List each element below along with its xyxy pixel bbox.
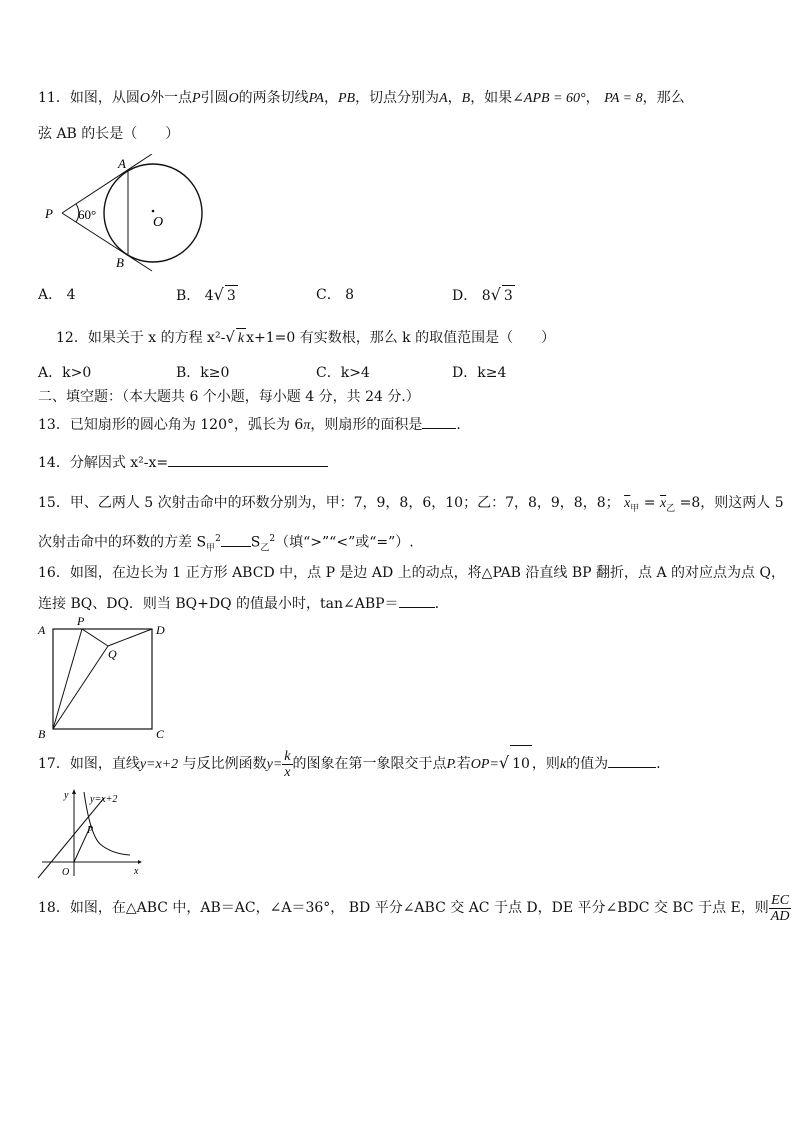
label-p: P — [87, 825, 94, 836]
label-o: O — [153, 215, 164, 230]
segment-pq — [82, 629, 108, 646]
q12-option-d: D．k≥4 — [452, 365, 507, 381]
q17-answer-blank[interactable] — [608, 753, 656, 768]
label-a: A — [38, 623, 46, 637]
q17-question: 17．如图，直线y=x+2 与反比例函数y= $\frac{k}{x}$ 的图象在第一象限交于点P.若OP=√ 10 ，则k的值为 . — [38, 745, 661, 783]
section-2-heading: 二、填空题：（本大题共 6 个小题，每小题 4 分，共 24 分.） — [38, 389, 420, 405]
label-p: P — [77, 614, 85, 628]
q13-answer-blank[interactable] — [422, 414, 456, 429]
q11-line1: 11．如图，从圆O外一点P引圆O的两条切线PA，PB，切点分别为A，B，如果∠APB = 60°， PA = 8，那么 — [38, 90, 685, 106]
q15-answer-blank[interactable] — [221, 532, 251, 547]
q16-figure — [36, 614, 176, 740]
label-line: y=x+2 — [90, 794, 118, 805]
segment-dq — [108, 629, 152, 646]
q12-option-c: C．k>4 — [316, 365, 370, 381]
label-a: A — [118, 156, 126, 171]
q16-line2: 连接 BQ、DQ．则当 BQ+DQ 的值最小时，tan∠ABP＝ . — [38, 593, 439, 614]
q16-answer-blank[interactable] — [399, 593, 435, 608]
circle-o — [104, 164, 202, 262]
q15-line2: 次射击命中的环数的方差 $S_甲^2$ $S_乙^2$（填“>”“<”或“=”）. — [38, 529, 414, 558]
label-b: B — [38, 727, 46, 740]
label-60: 60° — [78, 207, 97, 222]
label-c: C — [156, 727, 165, 740]
q14-question: 14．分解因式 x²-x= — [38, 452, 328, 473]
q17-figure — [34, 784, 148, 880]
q11-option-a: A． 4 — [38, 287, 76, 303]
q13-question: 13．已知扇形的圆心角为 120°，弧长为 6π，则扇形的面积是 . — [38, 414, 461, 436]
q18-fraction: $\frac{EC}{AD}$ — [770, 892, 790, 924]
segment-bq — [53, 646, 108, 729]
label-q: Q — [108, 647, 117, 661]
q14-answer-blank[interactable] — [168, 452, 328, 467]
label-x: x — [134, 866, 139, 877]
q12-option-a: A．k>0 — [38, 365, 92, 381]
center-dot — [152, 210, 155, 213]
q11-option-c: C． 8 — [316, 287, 355, 303]
label-y: y — [64, 790, 69, 801]
tangent-pa — [62, 154, 152, 213]
label-p: P — [45, 206, 53, 221]
label-b: B — [116, 255, 124, 270]
q15-line1: 15．甲、乙两人 5 次射击命中的环数分别为，甲：7，9，8，6，10；乙：7，8，9，8，8； $\overline{x}_甲 = \overline{x}_乙 =8$，则这两人 5 — [38, 495, 784, 514]
q18-question: 18．如图，在△ABC 中，AB＝AC，∠A＝36°， BD 平分∠ABC 交 AC 于点 D，DE 平分∠BDC 交 BC 于点 E，则 $\frac{EC}{AD}$ — [38, 892, 790, 924]
line-y-x-plus-2 — [38, 798, 104, 878]
label-d: D — [156, 623, 165, 637]
segment-bp — [53, 629, 82, 729]
q11-line2: 弦 AB 的长是（ ） — [38, 126, 180, 142]
label-o: O — [62, 867, 70, 878]
q11-figure — [40, 154, 210, 272]
q11-option-b: B． 4√ 3 — [176, 285, 236, 304]
q16-line1: 16．如图，在边长为 1 正方形 ABCD 中，点 P 是边 AD 上的动点，将△PAB 沿直线 BP 翻折，点 A 的对应点为点 Q， — [38, 565, 785, 581]
q12-option-b: B．k≥0 — [176, 365, 230, 381]
q12-question: 12．如果关于 x 的方程 x²-√ k x+1=0 有实数根，那么 k 的取值范围是（ ） — [56, 327, 555, 349]
q17-fraction: $\frac{k}{x}$ — [284, 748, 291, 780]
q11-option-d: D． 8√ 3 — [452, 285, 513, 304]
tangent-pb — [62, 213, 152, 271]
